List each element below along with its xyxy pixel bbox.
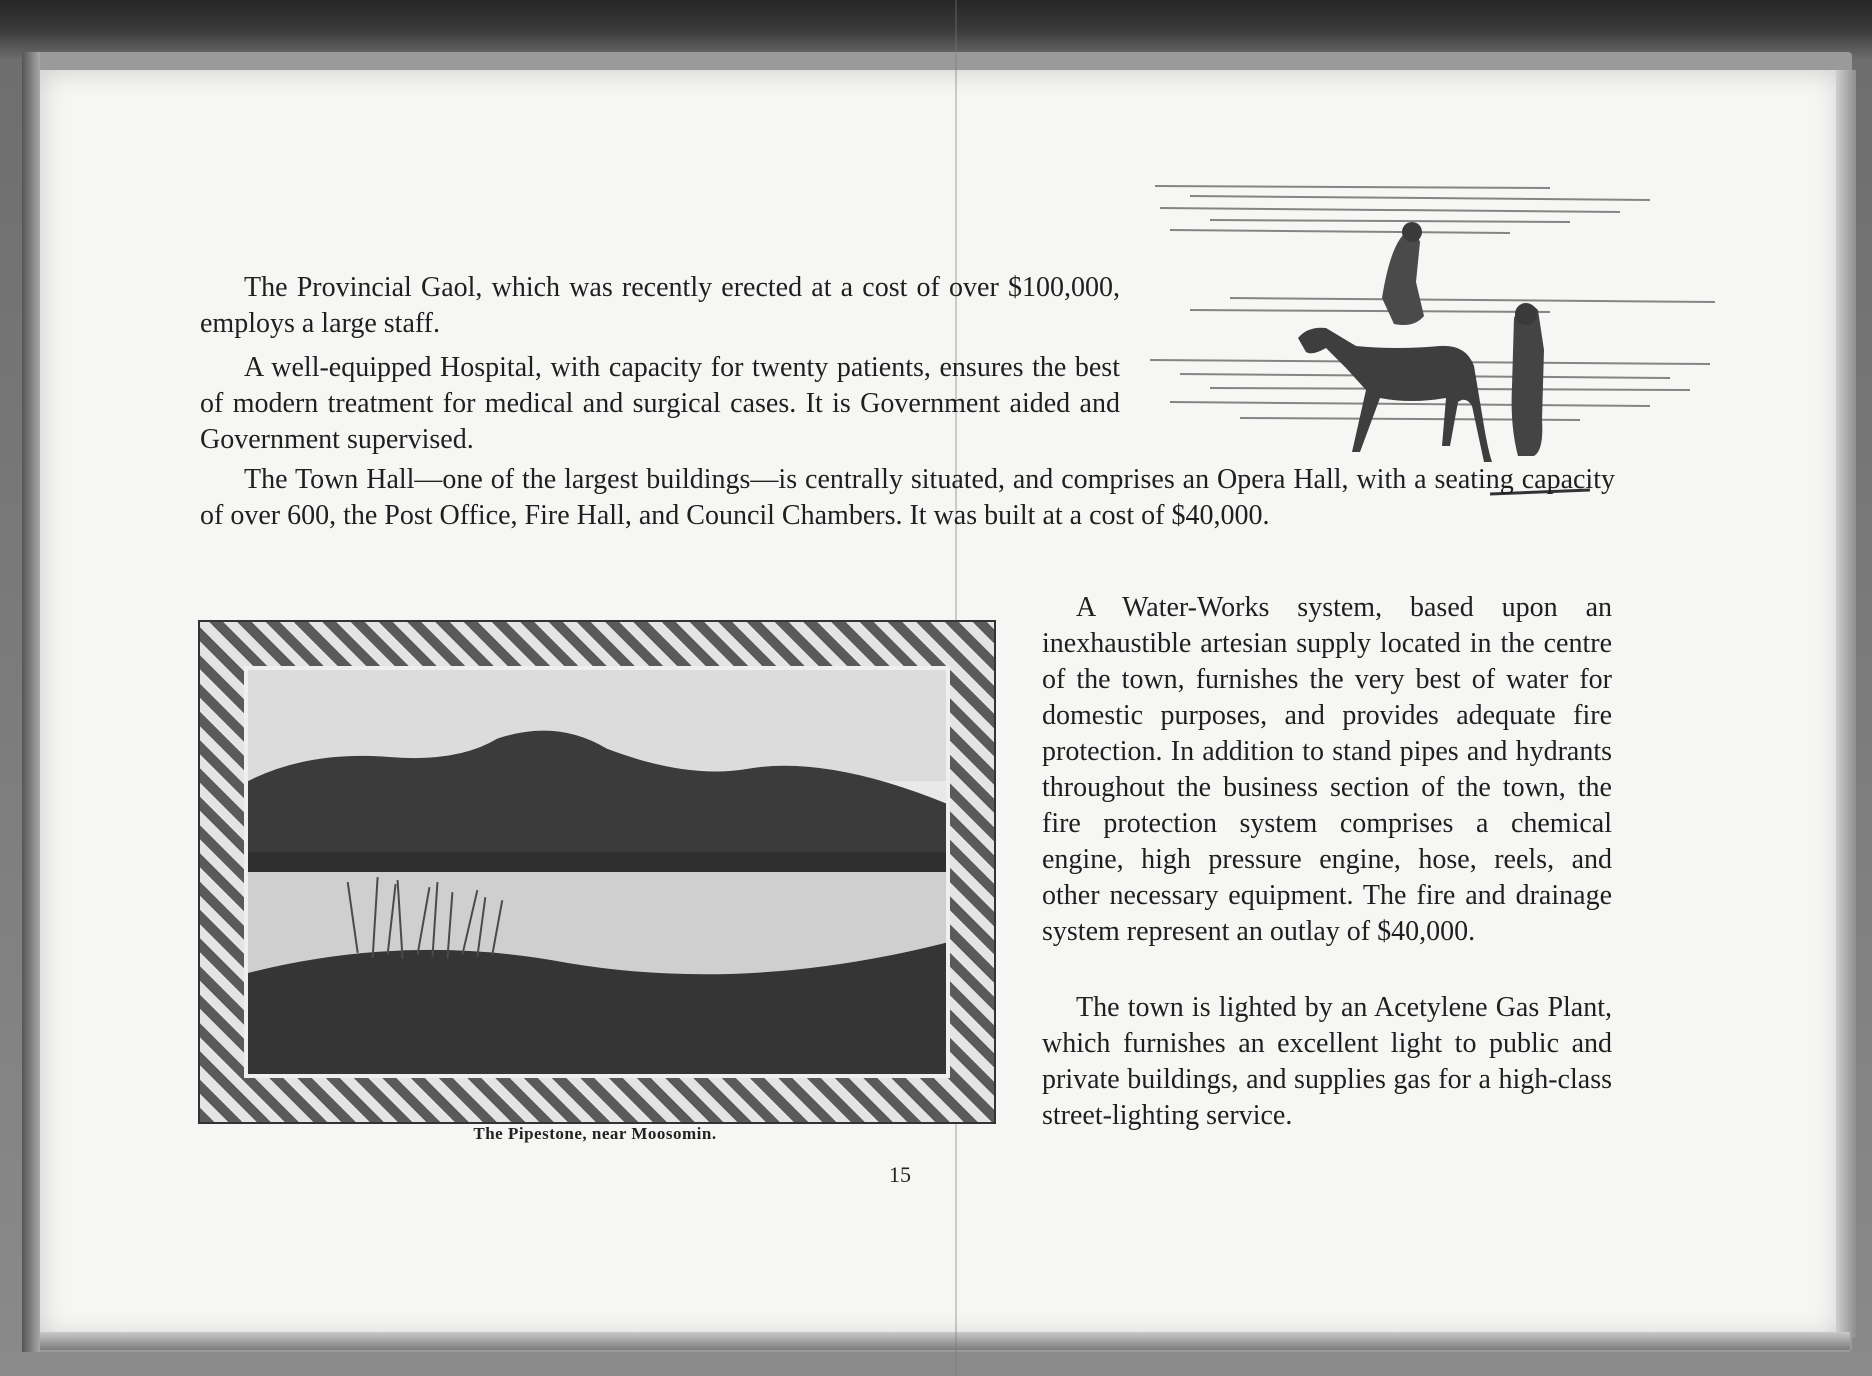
paragraph-gas-plant: The town is lighted by an Acetylene Gas Plant, which furnishes an excellent light to public and private buildings, and supplies gas for a high-class street-lighting service.	[1042, 992, 1612, 1131]
photo-ornamental-frame	[198, 620, 996, 1124]
paragraph-gaol: The Provincial Gaol, which was recently erected at a cost of over $100,000, employs a large staff.	[200, 272, 1120, 339]
page-bottom-edge	[40, 1332, 1850, 1350]
pipestone-lake-photo	[248, 670, 946, 1074]
page-right-edge	[1836, 70, 1856, 1338]
photo-caption: The Pipestone, near Moosomin.	[473, 1124, 717, 1143]
paragraph-town-hall: The Town Hall—one of the largest buildings—is centrally situated, and comprises an Opera Hall, with a seating capacity of over 600, the Post Office, Fire Hall, and Council Chambers. It was built at a cost of $40,000.	[200, 464, 1615, 531]
horse-rider-illustration	[1150, 178, 1715, 498]
book-gutter	[22, 52, 40, 1352]
paragraph-water-works: A Water-Works system, based upon an inexhaustible artesian supply located in the centre of the town, furnishes the very best of water for domestic purposes, and provides adequate fire protection. In addition to stand pipes and hydrants throughout the business section of the town, the fire protection system comprises a chemical engine, high pressure engine, hose, reels, and other necessary equipment. The fire and drainage system represent an outlay of $40,000.	[1042, 592, 1612, 947]
photo-border	[244, 666, 950, 1078]
paragraph-hospital: A well-equipped Hospital, with capacity for twenty patients, ensures the best of modern treatment for medical and surgical cases. It is Government aided and Government supervised.	[200, 352, 1120, 455]
page-number: 15	[889, 1162, 911, 1187]
